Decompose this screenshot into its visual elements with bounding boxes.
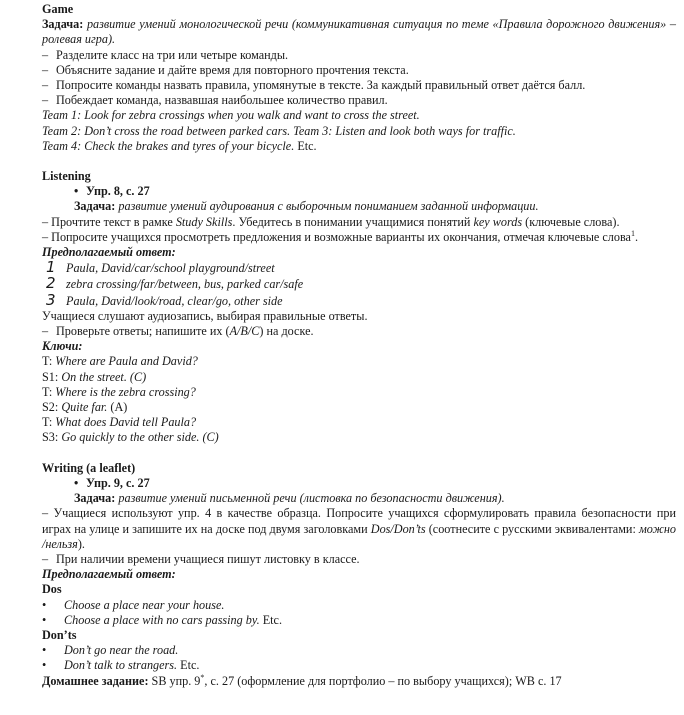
listen-note: Учащиеся слушают аудиозапись, выбирая правильные ответы. <box>42 308 368 323</box>
dos-item: • Choose a place near your house. <box>42 597 225 612</box>
task-text: развитие умений монологической речи (коммуникативная ситуация по теме «Правила дорожного движения» – ролевая игра). <box>42 17 676 47</box>
listening-step: – Попросите учащихся просмотреть предложения и возможные варианты их окончания, отмечая ключевые слова$^1$. <box>42 228 639 244</box>
donts-heading: Don’ts <box>42 627 77 642</box>
game-step: – Разделите класс на три или четыре команды. <box>42 47 289 62</box>
bullet-icon: • <box>42 612 47 627</box>
dash-icon: – <box>42 214 49 229</box>
task-label: Задача: <box>42 17 84 32</box>
section-heading-game: Game <box>42 2 74 16</box>
number-label: 1 <box>46 258 56 277</box>
game-task <box>42 17 676 47</box>
answer-item: 2 zebra crossing/far/between, bus, parked car/safe <box>46 274 304 293</box>
bullet-icon: • <box>74 184 79 199</box>
team-rule: Team 2: Don’t cross the road between parked cars. Team 3: Listen and look both ways for traffic. <box>42 123 516 138</box>
keys-label: Ключи: <box>42 339 83 354</box>
section-heading-writing: Writing (a leaflet) <box>42 460 136 475</box>
task-text: развитие умений письменной речи (листовка по безопасности движения). <box>118 491 505 506</box>
game-step: – Объясните задание и дайте время для повторного прочтения текста. <box>42 62 409 77</box>
dos-heading: Dos <box>42 582 62 597</box>
task-label: Задача: <box>74 199 116 214</box>
homework-label: Домашнее задание: <box>42 673 149 688</box>
key-line: T: Where are Paula and David? <box>42 354 198 369</box>
expected-answer-label: Предполагаемый ответ: <box>42 245 176 260</box>
answer-item: 1 Paula, David/car/school playground/street <box>46 258 275 277</box>
donts-item: • Don’t talk to strangers. Etc. <box>42 658 200 673</box>
donts-item: • Don’t go near the road. <box>42 643 179 658</box>
dash-icon: – <box>42 551 49 566</box>
listening-task <box>42 199 676 214</box>
task-text: развитие умений аудирования с выборочным пониманием заданной информации. <box>118 199 539 214</box>
key-line: S2: Quite far. (A) <box>42 400 128 415</box>
footnote-ref: 1 <box>630 228 635 238</box>
key-line: S3: Go quickly to the other side. (C) <box>42 430 219 445</box>
team-rule: Team 1: Look for zebra crossings when you walk and want to cross the street. <box>42 108 420 123</box>
dash-icon: – <box>42 229 49 244</box>
dash-icon: – <box>42 324 49 339</box>
number-label: 2 <box>46 274 56 293</box>
dash-icon: – <box>42 62 49 77</box>
writing-step: – При наличии времени учащиеся пишут листовку в классе. <box>42 551 360 566</box>
key-line: T: Where is the zebra crossing? <box>42 384 196 399</box>
bullet-icon: • <box>42 597 47 612</box>
key-line: S1: On the street. (C) <box>42 369 147 384</box>
dash-icon: – <box>42 47 49 62</box>
team-rule: Team 4: Check the brakes and tyres of your bicycle. Etc. <box>42 138 317 153</box>
dash-icon: – <box>42 78 49 93</box>
dash-icon: – <box>42 93 49 108</box>
writing-task <box>42 491 676 506</box>
bullet-icon: • <box>42 658 47 673</box>
game-step: – Побеждает команда, назвавшая наибольшее количество правил. <box>42 93 388 108</box>
exercise-ref: • Упр. 8, с. 27 <box>74 184 150 199</box>
bullet-icon: • <box>74 475 79 490</box>
answer-item: 3 Paula, David/look/road, clear/go, other side <box>46 290 283 309</box>
dos-item: • Choose a place with no cars passing by. Etc. <box>42 612 283 627</box>
dash-icon: – <box>42 506 49 521</box>
section-heading-listening: Listening <box>42 169 91 184</box>
key-line: T: What does David tell Paula? <box>42 415 197 430</box>
game-step: – Попросите команды назвать правила, упомянутые в тексте. За каждый правильный ответ даётся балл. <box>42 78 586 93</box>
task-label: Задача: <box>74 491 116 506</box>
check-step: – Проверьте ответы; напишите их (A/B/C) на доске. <box>42 324 314 339</box>
writing-step: – Учащиеся используют упр. 4 в качестве образца. Попросите учащихся сформулировать правила безопасности при играх на улице и запишите их на доске под двумя заголовками Dos/Don’ts (соотнесите с русскими эквивалентами: можно /нельзя). <box>42 506 677 551</box>
number-label: 3 <box>46 290 56 309</box>
listening-step: – Прочтите текст в рамке Study Skills. Убедитесь в понимании учащимися понятий key words (ключевые слова). <box>42 214 620 229</box>
expected-answer-label: Предполагаемый ответ: <box>42 567 176 582</box>
bullet-icon: • <box>42 643 47 658</box>
homework: Домашнее задание: SB упр. 9*, с. 27 (оформление для портфолио – по выбору учащихся); WB с. 17 <box>42 672 562 688</box>
exercise-ref: • Упр. 9, с. 27 <box>74 475 150 490</box>
star-mark: * <box>200 672 205 682</box>
